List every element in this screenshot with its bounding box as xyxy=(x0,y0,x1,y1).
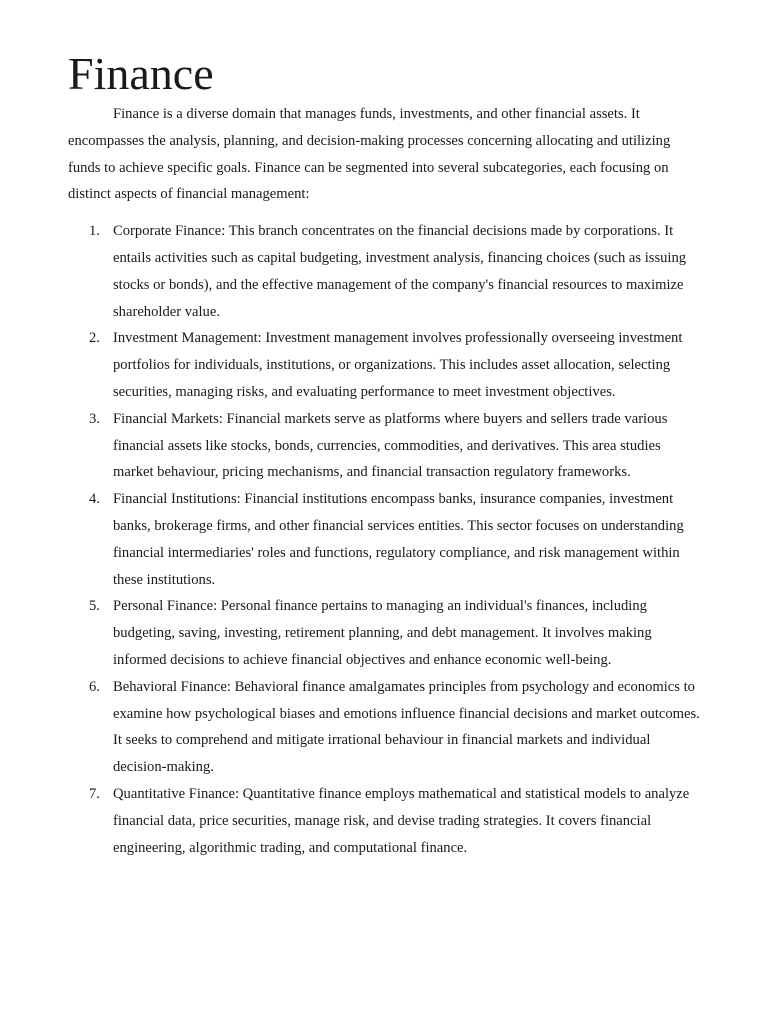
intro-paragraph: Finance is a diverse domain that manages funds, investments, and other financial assets. It encompasses the analysis, planning, and decision-making processes concerning allocating and utilizing funds to achieve specific goals. Finance can be segmented into several subcategories, each focusing on distinct aspects of financial management: xyxy=(68,106,671,203)
list-item xyxy=(68,486,700,593)
list-item-number: 6. xyxy=(89,678,100,695)
list-item xyxy=(68,781,700,861)
list-item xyxy=(68,406,700,486)
document-page xyxy=(68,48,700,861)
list-item-number: 3. xyxy=(89,410,100,427)
list-item xyxy=(68,593,700,673)
list-item-number: 5. xyxy=(89,598,100,615)
subcategory-list xyxy=(68,218,700,861)
list-item-text: Corporate Finance: This branch concentrates on the financial decisions made by corporations. It entails activities such as capital budgeting, investment analysis, financing choices (such as issuing stocks or bonds), and the effective management of the company's financial resources to maximize shareholder value. xyxy=(113,223,687,320)
list-item-text: Personal Finance: Personal finance pertains to managing an individual's finances, including budgeting, saving, investing, retirement planning, and debt management. It involves making informed decisions to achieve financial objectives and enhance economic well-being. xyxy=(113,598,652,668)
list-item-text: Financial Markets: Financial markets serve as platforms where buyers and sellers trade various financial assets like stocks, bonds, currencies, commodities, and derivatives. This area studies market behaviour, pricing mechanisms, and financial transaction regulatory frameworks. xyxy=(113,410,668,481)
document-title: Finance xyxy=(68,48,214,99)
list-item-text: Investment Management: Investment management involves professionally overseeing investment portfolios for individuals, institutions, or organizations. This includes asset allocation, selecting securities, managing risks, and evaluating performance to meet investment objectives. xyxy=(113,330,683,400)
list-item-number: 2. xyxy=(89,330,100,347)
list-item xyxy=(68,218,700,325)
list-item-text: Quantitative Finance: Quantitative finance employs mathematical and statistical models to analyze financial data, price securities, manage risk, and devise trading strategies. It covers financial engineering, algorithmic trading, and computational finance. xyxy=(113,785,690,856)
list-item xyxy=(68,674,700,781)
list-item-text: Behavioral Finance: Behavioral finance amalgamates principles from psychology and economics to examine how psychological biases and emotions influence financial decisions and market outcomes. It seeks to comprehend and mitigate irrational behaviour in financial markets and individual decision-making. xyxy=(113,678,700,776)
list-item-number: 1. xyxy=(89,223,100,240)
list-item-number: 7. xyxy=(89,785,100,802)
list-item-number: 4. xyxy=(89,491,100,508)
list-item xyxy=(68,325,700,405)
list-item-text: Financial Institutions: Financial institutions encompass banks, insurance companies, investment banks, brokerage firms, and other financial services entities. This sector focuses on understanding financial intermediaries' roles and functions, regulatory compliance, and risk management within these institutions. xyxy=(113,491,684,588)
